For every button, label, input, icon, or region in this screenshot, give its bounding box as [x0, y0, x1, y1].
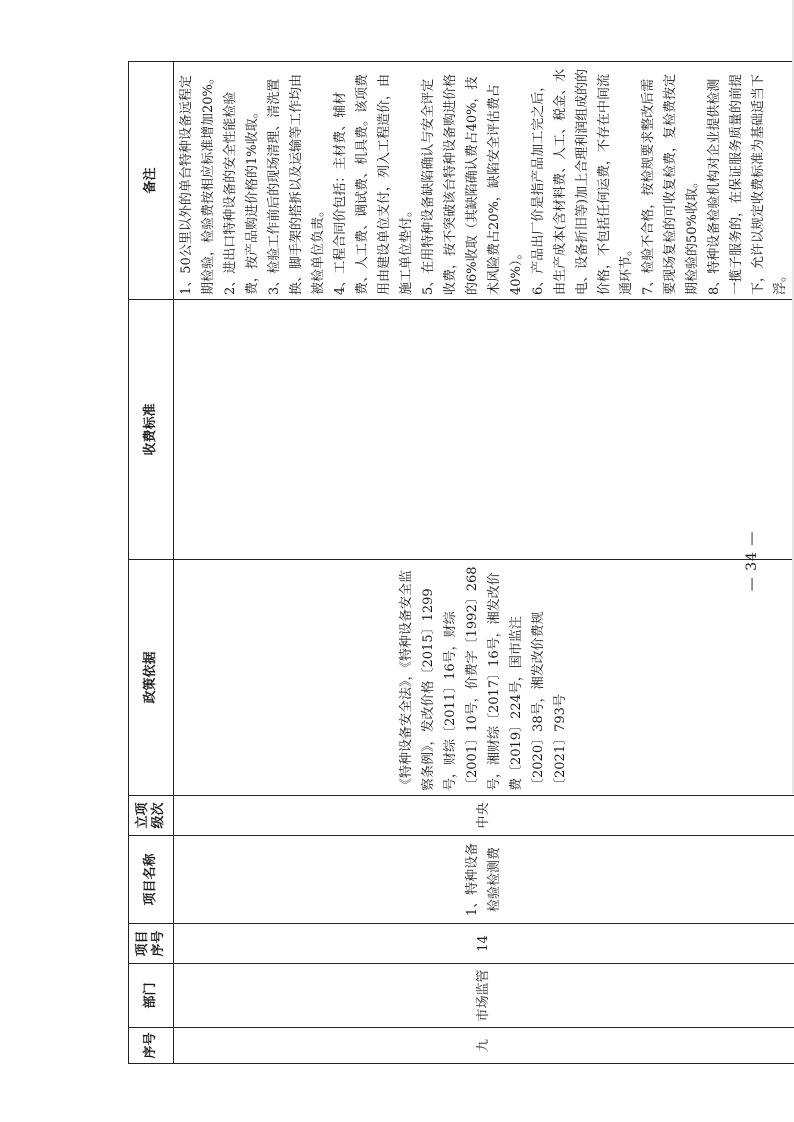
note-item: 7、检验不合格，按检规要求整改后需要现场复检的可收复检费，复检费按定期检验的50%收取。	[641, 73, 700, 295]
note-item: 1、50公里以外的单台特种设备远程定期检验，检验费按相应标准增加20%。	[179, 71, 216, 295]
cell-notes	[174, 62, 794, 300]
note-item: 6、产品出厂价是指产品加工完之后，由生产成本(含材料费、人工、税金、水电、设备折旧等)加上合理利润组成的的价格，不包括任何运费，不存在中间流通环节。	[531, 68, 634, 295]
header-fee: 收费标准	[129, 300, 174, 560]
cell-fee	[174, 300, 794, 560]
header-item-no: 项目序号	[129, 924, 174, 964]
cell-item-name: 1、特种设备检验检测费	[174, 836, 794, 924]
header-level: 立项级次	[129, 796, 174, 836]
cell-seq: 九	[174, 1028, 794, 1064]
header-dept: 部门	[129, 964, 174, 1028]
fee-schedule-table	[128, 61, 794, 1064]
header-item-name: 项目名称	[129, 836, 174, 924]
page-number: — 34 —	[744, 530, 760, 592]
cell-level: 中央	[174, 796, 794, 836]
note-item: 8、特种设备检验机构对企业提供检测一揽子服务的，在保证服务质量的前提下，允许以规定收费标准为基础适当下浮。	[707, 73, 788, 295]
note-item: 3、检验工作前后的现场清理、清洗置换、脚手架的搭拆以及运输等工作均由被检单位负责。	[267, 73, 326, 295]
table-row	[174, 62, 794, 1064]
header-seq: 序号	[129, 1028, 174, 1064]
cell-item-no: 14	[174, 924, 794, 964]
note-item: 5、在用特种设备缺陷确认与安全评定收费，按不突破该台特种设备购进价格的6%收取（其缺陷确认费占40%，技术风险费占20%，缺陷安全评估费占40%）。	[421, 73, 524, 295]
cell-dept: 市场监管	[174, 964, 794, 1028]
note-item: 4、工程合同价包括：主材费、辅材费、人工费、调试费、机具费。该项费用由建设单位支付，列入工程造价，由施工单位垫付。	[333, 73, 414, 295]
note-item: 2、进出口特种设备的安全性能检验费，按产品购进价格的1%收取。	[223, 91, 260, 295]
header-policy: 政策依据	[129, 560, 174, 796]
cell-policy: 《特种设备安全法》，《特种设备安全监察条例》，发改价格〔2015〕1299号，财综〔2011〕16号，财综〔2001〕10号，价费字〔1992〕268号，湘财综〔2017〕16号，湘发改价费〔2019〕224号，国市监注〔2020〕38号，湘发改价费规〔2021〕793号	[174, 560, 794, 796]
header-notes: 备注	[129, 62, 174, 300]
table-header-row	[129, 62, 174, 1064]
